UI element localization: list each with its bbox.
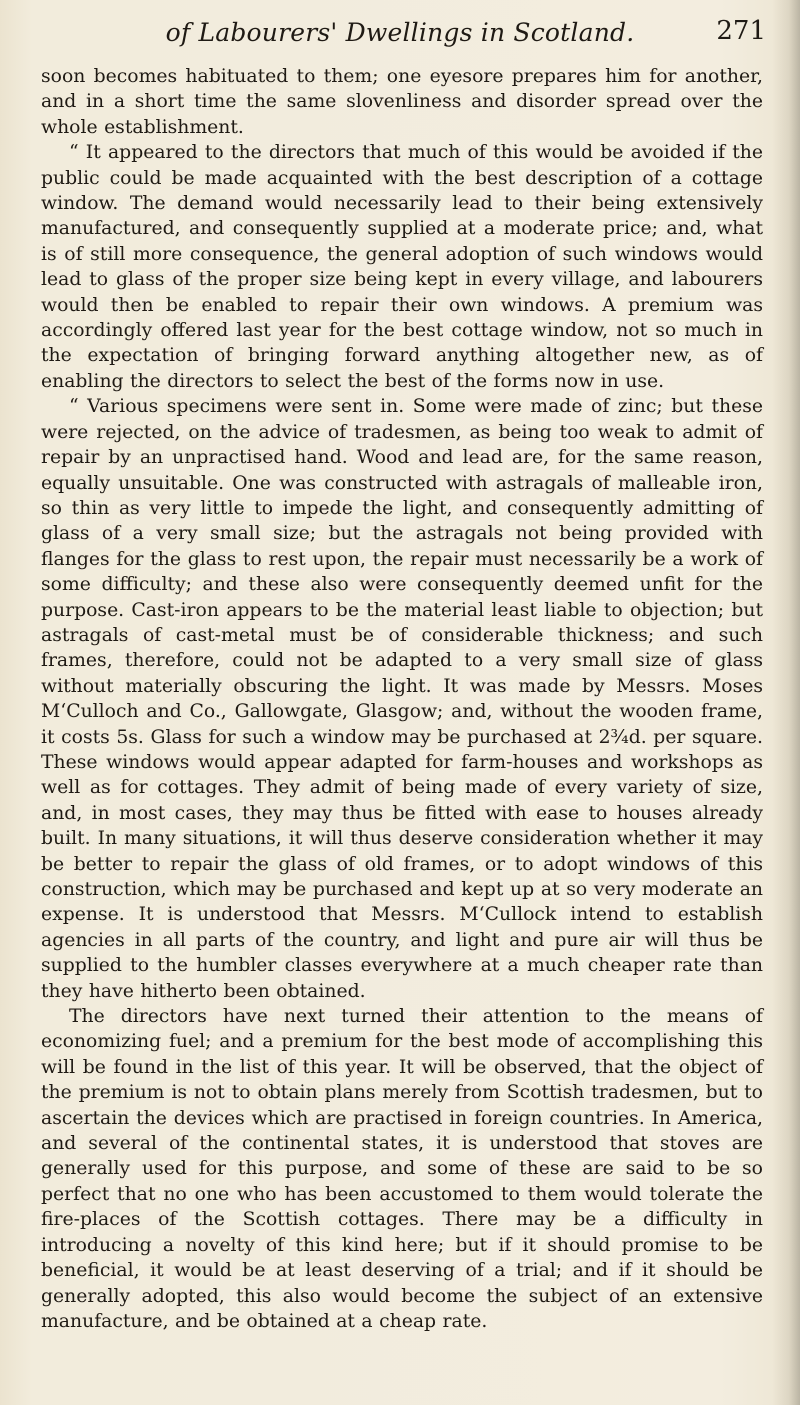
page-spine-shadow [772,0,800,1405]
body-text [41,64,763,1334]
running-title: of Labourers' Dwellings in Scotland. [165,18,635,47]
paragraph: soon becomes habituated to them; one eyesore prepares him for another, and in a short time the same slovenliness and disorder spread over the whole establishment. [41,66,763,138]
paragraph: The directors have next turned their attention to the means of economizing fuel; and a premium for the best mode of accomplishing this will be found in the list of this year. It will be observed, that the object of the premium is not to obtain plans merely from Scottish tradesmen, but to ascertain the devices which are practised in foreign countries. In America, and several of the continental states, it is understood that stoves are generally used for this purpose, and some of these are said to be so perfect that no one who has been accustomed to them would tolerate the fire-places of the Scottish cottages. There may be a difficulty in introducing a novelty of this kind here; but if it should promise to be beneficial, it would be at least deserving of a trial; and if it should be generally adopted, this also would become the subject of an extensive manufacture, and be obtained at a cheap rate. [41,1006,763,1332]
page-header [0,14,800,54]
paragraph: “ It appeared to the directors that much of this would be avoided if the public could be made acquainted with the best description of a cottage window. The demand would necessarily lead to their being extensively manufactured, and consequently supplied at a moderate price; and, what is of still more consequence, the general adoption of such windows would lead to glass of the proper size being kept in every village, and labourers would then be enabled to repair their own windows. A premium was accordingly offered last year for the best cottage window, not so much in the expectation of bringing forward anything altogether new, as of enabling the directors to select the best of the forms now in use. [41,142,763,392]
page-number: 271 [716,16,766,46]
paragraph: “ Various specimens were sent in. Some were made of zinc; but these were rejected, on the advice of tradesmen, as being too weak to admit of repair by an unpractised hand. Wood and lead are, for the same reason, equally unsuitable. One was constructed with astragals of malleable iron, so thin as very little to impede the light, and consequently admitting of glass of a very small size; but the astragals not being provided with flanges for the glass to rest upon, the repair must necessarily be a work of some difficulty; and these also were consequently deemed unfit for the purpose. Cast-iron appears to be the material least liable to objection; but astragals of cast-metal must be of considerable thickness; and such frames, therefore, could not be adapted to a very small size of glass without materially obscuring the light. It was made by Messrs. Moses M‘Culloch and Co., Gallowgate, Glasgow; and, without the wooden frame, it costs 5s. Glass for such a window may be purchased at 2¾d. per square. These windows would appear adapted for farm-houses and workshops as well as for cottages. They admit of being made of every variety of size, and, in most cases, they may thus be fitted with ease to houses already built. In many situations, it will thus deserve consideration whether it may be better to repair the glass of old frames, or to adopt windows of this construction, which may be purchased and kept up at so very moderate an expense. It is understood that Messrs. M‘Cullock intend to establish agencies in all parts of the country, and light and pure air will thus be supplied to the humbler classes everywhere at a much cheaper rate than they have hitherto been obtained. [41,396,763,1002]
